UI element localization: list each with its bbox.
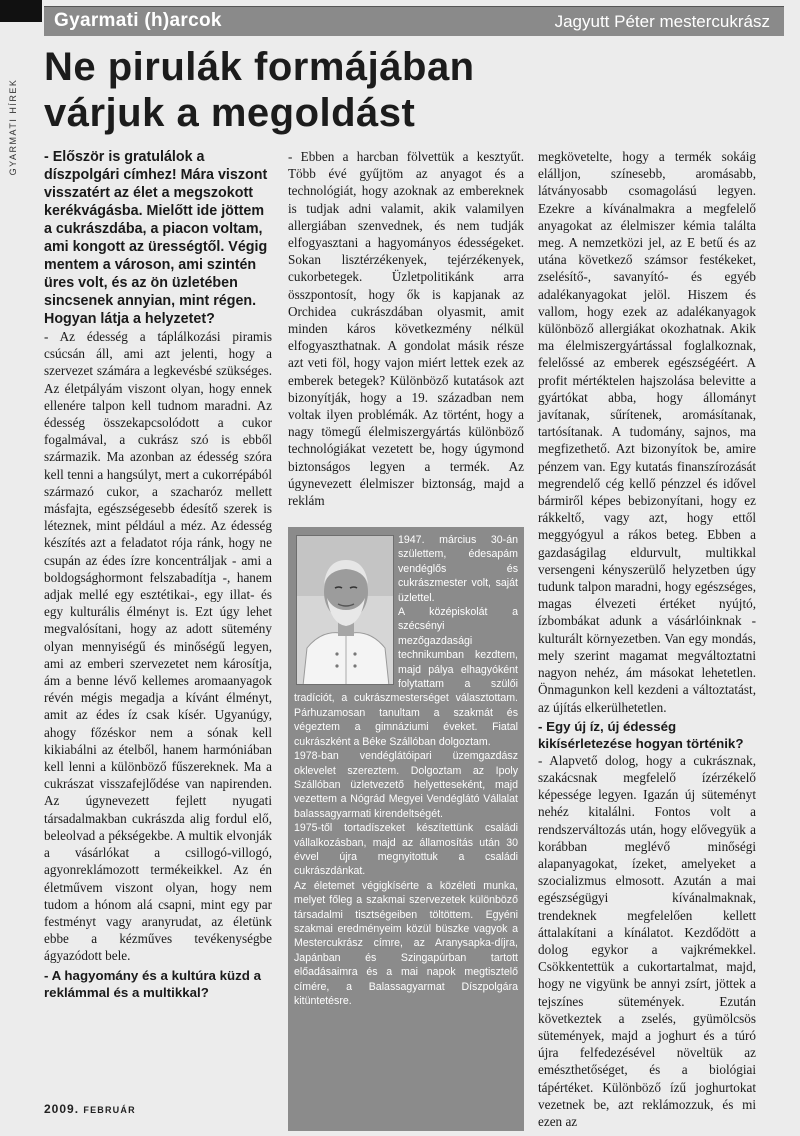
article-title: Ne pirulák formájában várjuk a megoldást	[44, 45, 475, 135]
answer-3: - Alapvető dolog, hogy a cukrásznak, szakácsnak megfelelő ízérzékelő képessége legyen. Igazán új süteményt nehéz kitalálni. Fontos volt a rendszerváltozás után, hogy elővegyük a korábban meglévő minőségi alapanyagokat, ízeket, amelyeket a szocializmus elmosott. Azután a mai egészségügyi kívánalmaknak, trendeknek megfelelően kellett áttalakítani a kínálatot. Kezdődött a dolog egykor a vajkrémekkel. Csökkentettük a cukortartalmat, majd, hogy ne vigyünk be annyi zsírt, jöttek a tejszínes sütemények. Ezután következtek a zselés, gyümölcsös sütemények, majd a joghurt és a túró újra felfedezésével növeltük az emészthetőséget, és a biológiai tápértéket. Különböző ízű joghurtokat vezetnek be, azt reklámozzuk, és mi ezen az	[538, 752, 756, 1129]
column-1	[44, 148, 272, 1001]
header-bar	[44, 6, 784, 36]
section-title: Gyarmati (h)arcok	[54, 10, 222, 31]
interviewee-name: Jagyutt Péter mestercukrász	[554, 12, 770, 31]
intro-question: - Először is gratulálok a díszpolgári címhez! Mára viszont visszatért az élet a megszokott kerékvágásba. Mielőtt ide jöttem a cukrászdába, a piacon voltam, ami kongott az ürességtől. Végig mentem a városon, ami szintén üres volt, és az ön üzletében sincsenek annyian, mint régen. Hogyan látja a helyzetet?	[44, 149, 268, 327]
bio-paragraph: Az életemet végigkísérte a közéleti munka, melyet főleg a szakmai szervezetek különböző társadalmi tisztségeiben töltöttem. Egyéni szakmai eredményeim közül büszke vagyok a Mestercukrász címre, az Aranysapka-díjra, Japánban és Szingapúrban tartott előadásaimra és a mai napok megtisztelő címére, a Balassagyarmat Díszpolgára kitüntetésre.	[294, 879, 518, 1007]
bio-paragraph: 1978-ban vendéglátóipari üzemgazdász oklevelet szereztem. Dolgoztam az Ipoly Szállóban üzletvezető helyetteseként, majd vezettem a Nógrád Megyei Vendéglátó Vállalat balassagyarmati kirendeltségét.	[294, 750, 518, 820]
side-label-text: GYARMATI HÍREK	[8, 78, 18, 176]
issue-month: FEBRUÁR	[83, 1105, 136, 1115]
issue-date	[44, 1102, 136, 1116]
answer-1: - Az édesség a táplálkozási piramis csúcsán áll, ami azt jelenti, hogy a szervezet számára a legkevésbé szükséges. Az életpályám viszont olyan, hogy ennek ellenére talpon kell tudnom maradni. Az édesség összekapcsolódott a cukor fogalmával, a cukrász szó is ebből származik. Ma azonban az édesség szóra kell tenni a hangsúlyt, mert a cukorrépából származó cukor, a szacharóz mellett másfajta, egészségesebb édesítő szerek is léteznek, mint például a méz. Az édesség készítés azt a feladatot rója ránk, hogy ne csupán az édes ízre koncentráljak - ami a boldogsághormont felszabadítja -, hanem adjak mellé egy esztétikai-, egy illat- és egy kulturális élményt is. Ezt úgy lehet megvalósítani, hogy az adott sütemény olyan mennyiségű és minőségű legyen, ami az emberi szervezetet nem károsítja, ám a benne lévő kellemes aromaanyagok révén mégis megadja a kívánt élményt, amit az édes íz csak kísér. Ugyanúgy, ahogy főzéskor nem a sónak kell kikiabálni az ételből, hanem harmóniában kell lenni a különböző fűszereknek. Ma a cukrászat visszafejlődése van napirenden. Az úgynevezett fejlett nyugati társadalmakban cukrászda alig fordul elő, beleolvad a pékségekbe. A multik elvonják a vásárlókat a csillogó-villogó, agyonreklámozott termékeikkel. Az én életművem viszont olyan, hogy nem tudom a hónom alá csapni, mint egy par festményt vagy aranyrudat, az életünk ebbe a kézműves tevékenységbe ágyazódott bele.	[44, 329, 272, 964]
bio-box	[288, 527, 524, 1131]
corner-mark	[0, 0, 42, 22]
bio-paragraph: A középiskolát a szécsényi mezőgazdasági technikumban kezdtem, majd pálya elhagyóként folytattam a szülői tradíciót, a cukrászmesterséget választottam. Párhuzamosan tanultam a szakmát és végeztem a gimnáziumi éveket. Fiatal cukrászként a Béke Szállóban dolgoztam.	[294, 606, 518, 748]
question-3: - Egy új íz, új édesség kikísérletezése hogyan történik?	[538, 718, 744, 751]
bio-paragraph: 1975-től tortadíszeket készítettünk családi vállalkozásban, majd az államosítás után 30 évvel újra megnyitottuk a családi cukrászdánkat.	[294, 822, 518, 878]
bio-paragraph: 1947. március 30-án születtem, édesapám vendéglős és cukrászmester volt, saját üzlettel.	[398, 534, 518, 604]
side-label	[4, 62, 22, 192]
question-2: - A hagyomány és a kultúra küzd a reklámmal és a multikkal?	[44, 967, 261, 1000]
column-2	[288, 148, 524, 509]
issue-year: 2009.	[44, 1102, 80, 1116]
answer-2: - Ebben a harcban fölvettük a kesztyűt. Több évé gyűjtöm az anyagot és a technológiát, hogy azoknak az embereknek is tudjak adni valamit, akik valamilyen allergiában szenvednek, és nem tudják elfogyasztani a hagyományos édességeket. Sokan lisztérzékenyek, tejérzékenyek, cukorbetegek. Üzletpolitikánk arra összpontosít, hogy ők is kapjanak az Orchidea cukrászdában olyasmit, amit minden káros következmény nélkül elfogyaszthatnak. A gondolat másik része azt veti föl, hogy vajon miért lettek ezek az emberek betegek? Különböző kutatások azt bizonyítják, hogy a 19. században nem voltak ilyen problémák. Az történt, hogy a nagy tömegű élelmiszergyártás különböző technológiákat vezetett be, hogy úgymond biztonságos legyen a termék. Az úgynevezett élelmiszer biztonság, majd a reklám	[288, 149, 524, 509]
answer-2-continued: megkövetelte, hogy a termék sokáig elálljon, színesebb, aromásabb, látványosabb csomagolású legyen. Ezekre a kívánalmakra a megfelelő anyagokat az élelmiszer kémia találta meg. A nemzetközi jel, az E betű és az utána következő számsor festékeket, zselésítő-, savanyító- és egyéb adalékanyagokat jelöl. Hiszem és vallom, hogy ezek az adalékanyagok különböző allergiákat okozhatnak. Akik ma élelmiszergyártással foglalkoznak, felelőssé az emberek egészségéért. A profit mértéktelen hajszolása belevitte a gyártókat abba, hogy állományt javítanak, sűrítenek, aromásítanak, tartósítanak. A tudomány, sajnos, ma megfizethető. Azt bizonyítok be, amire pénzem van. Egy kutatás finanszírozását megrendelő cég kellő pénzzel és idővel bármiről képes bebizonyítani, hogy ez rákkeltő, vagy azt, hogy ettől meggyógyul a rákos beteg. Ebben a gazdaságilag eldurvult, multikkal versengeni kényszerülő helyzetben úgy tudunk talpon maradni, hogy egészséges, magas élvezeti értéket nyújtó, ízbombákat adunk a vásárlóinknak - kulturált környezetben. Van egy mondás, mely szerint magamat megváltoztatni nagyon nehéz, ám másokat lehetetlen. Önmagunkon kell kezdeni a változtatást, az újítás elkerülhetetlen.	[538, 149, 756, 715]
bio-text	[294, 533, 518, 1008]
column-3	[538, 148, 756, 1130]
